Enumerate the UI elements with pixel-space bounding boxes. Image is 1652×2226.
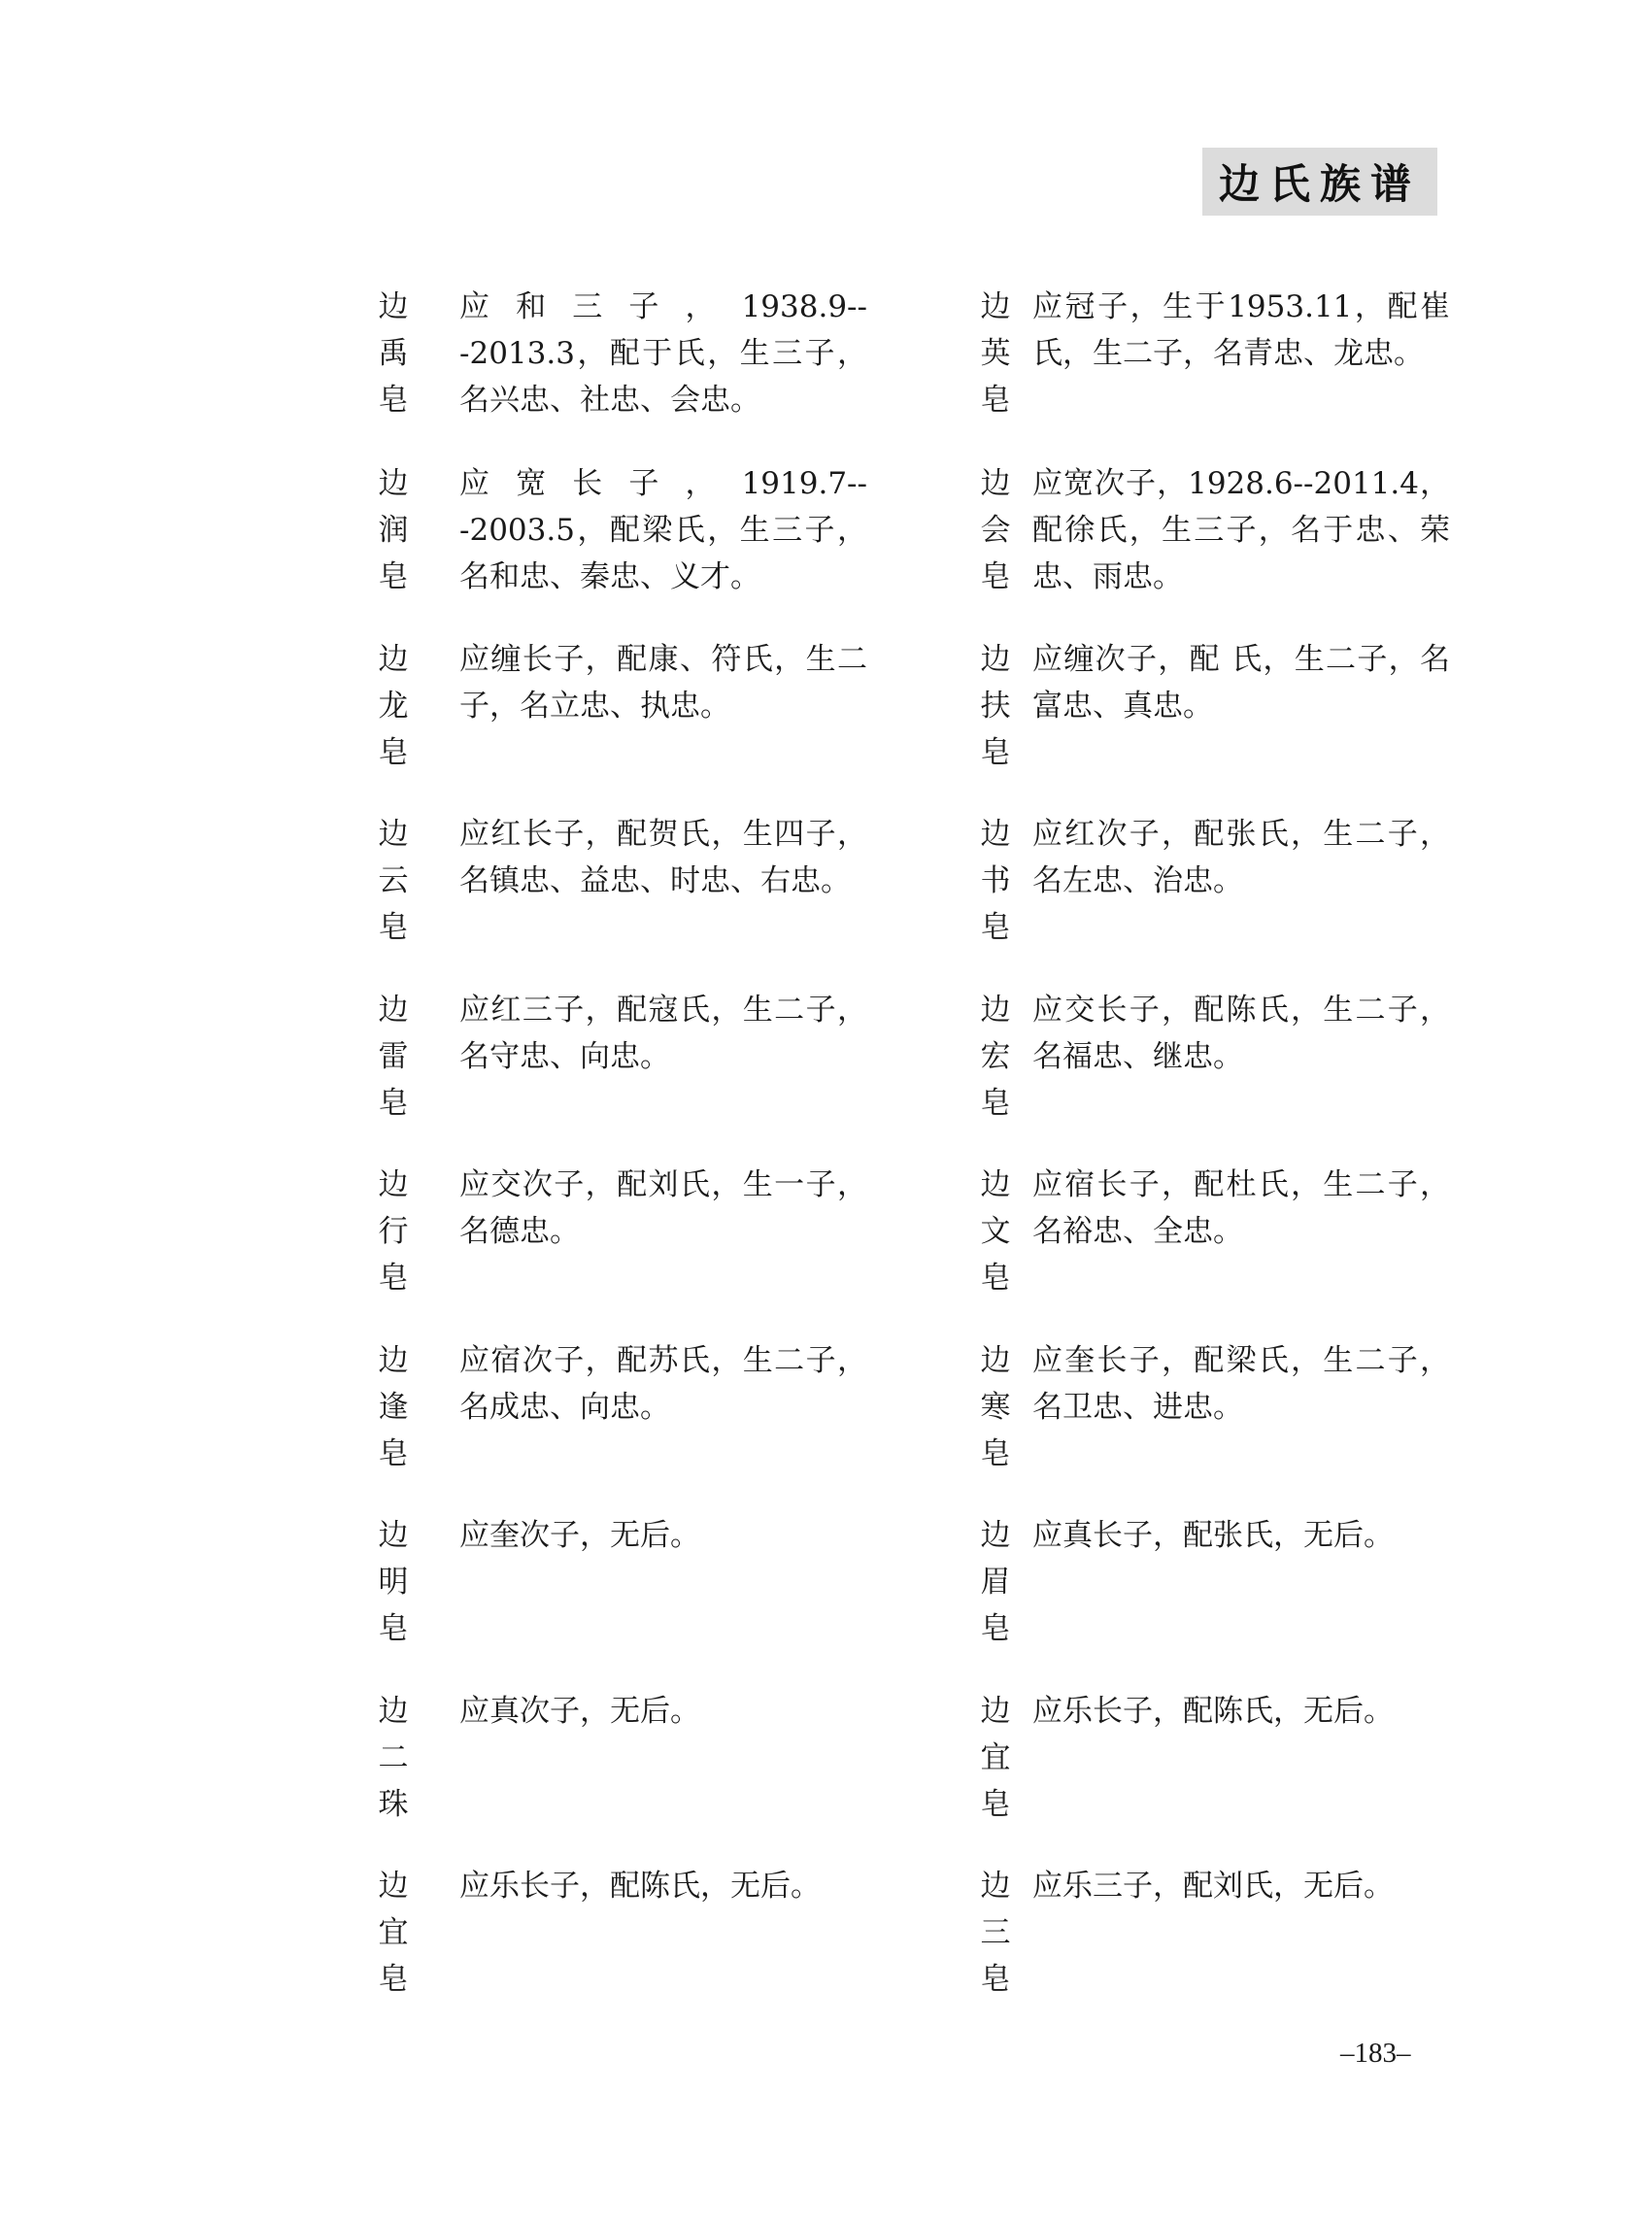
entry-description: 应宽次子，1928.6--2011.4，配徐氏，生三子，名于忠、荣忠、雨忠。 xyxy=(1032,466,1450,594)
entry-description: 应和三子，1938.9---2013.3，配于氏，生三子，名兴忠、社忠、会忠。 xyxy=(459,289,867,418)
header-title-box xyxy=(1202,148,1437,216)
entry-description: 应真次子，无后。 xyxy=(459,1694,700,1729)
entry-description: 应宿长子，配杜氏，生二子，名裕忠、全忠。 xyxy=(1032,1167,1450,1249)
entry-description: 应真长子，配张氏，无后。 xyxy=(1032,1518,1394,1553)
entry-description: 应乐长子，配陈氏，无后。 xyxy=(459,1869,821,1904)
entry-description: 应缠次子，配 氏，生二子，名富忠、真忠。 xyxy=(1032,642,1450,724)
entry-description: 应交次子，配刘氏，生一子，名德忠。 xyxy=(459,1167,867,1249)
entry-description: 应红三子，配寇氏，生二子，名守忠、向忠。 xyxy=(459,993,867,1074)
entry-name: 边 明 皂 xyxy=(378,1518,409,1646)
entry-name: 边 会 皂 xyxy=(980,466,1011,594)
entry-name: 边 眉 皂 xyxy=(980,1518,1011,1646)
entry-name: 边 三 皂 xyxy=(980,1869,1011,1997)
entry-name: 边 逢 皂 xyxy=(378,1343,409,1471)
entry-name: 边 宏 皂 xyxy=(980,993,1011,1121)
entry-description: 应宽长子，1919.7---2003.5，配梁氏，生三子，名和忠、秦忠、义才。 xyxy=(459,466,867,594)
entry-name: 边 龙 皂 xyxy=(378,642,409,770)
entry-name: 边 书 皂 xyxy=(980,817,1011,945)
entry-description: 应乐三子，配刘氏，无后。 xyxy=(1032,1869,1394,1904)
entry-name: 边 云 皂 xyxy=(378,817,409,945)
entry-name: 边 润 皂 xyxy=(378,466,409,594)
entry-name: 边 禹 皂 xyxy=(378,289,409,418)
entry-name: 边 扶 皂 xyxy=(980,642,1011,770)
entry-name: 边 文 皂 xyxy=(980,1167,1011,1296)
entry-description: 应缠长子，配康、符氏，生二子，名立忠、执忠。 xyxy=(459,642,867,724)
page-number: –183– xyxy=(1340,2038,1411,2069)
entry-name: 边 宜 皂 xyxy=(378,1869,409,1997)
entry-description: 应红次子，配张氏，生二子，名左忠、治忠。 xyxy=(1032,817,1450,898)
entry-description: 应红长子，配贺氏，生四子，名镇忠、益忠、时忠、右忠。 xyxy=(459,817,867,898)
entry-name: 边 寒 皂 xyxy=(980,1343,1011,1471)
entry-description: 应奎次子，无后。 xyxy=(459,1518,700,1553)
entry-description: 应奎长子，配梁氏，生二子，名卫忠、进忠。 xyxy=(1032,1343,1450,1425)
entry-description: 应宿次子，配苏氏，生二子，名成忠、向忠。 xyxy=(459,1343,867,1425)
entry-name: 边 雷 皂 xyxy=(378,993,409,1121)
entry-description: 应冠子，生于1953.11，配崔氏，生二子，名青忠、龙忠。 xyxy=(1032,289,1450,371)
entry-name: 边 英 皂 xyxy=(980,289,1011,418)
page-header-title: 边氏族谱 xyxy=(1218,160,1421,208)
entry-name: 边 二 珠 xyxy=(378,1694,409,1822)
entry-description: 应交长子，配陈氏，生二子，名福忠、继忠。 xyxy=(1032,993,1450,1074)
entry-description: 应乐长子，配陈氏，无后。 xyxy=(1032,1694,1394,1729)
entry-name: 边 行 皂 xyxy=(378,1167,409,1296)
entry-name: 边 宜 皂 xyxy=(980,1694,1011,1822)
